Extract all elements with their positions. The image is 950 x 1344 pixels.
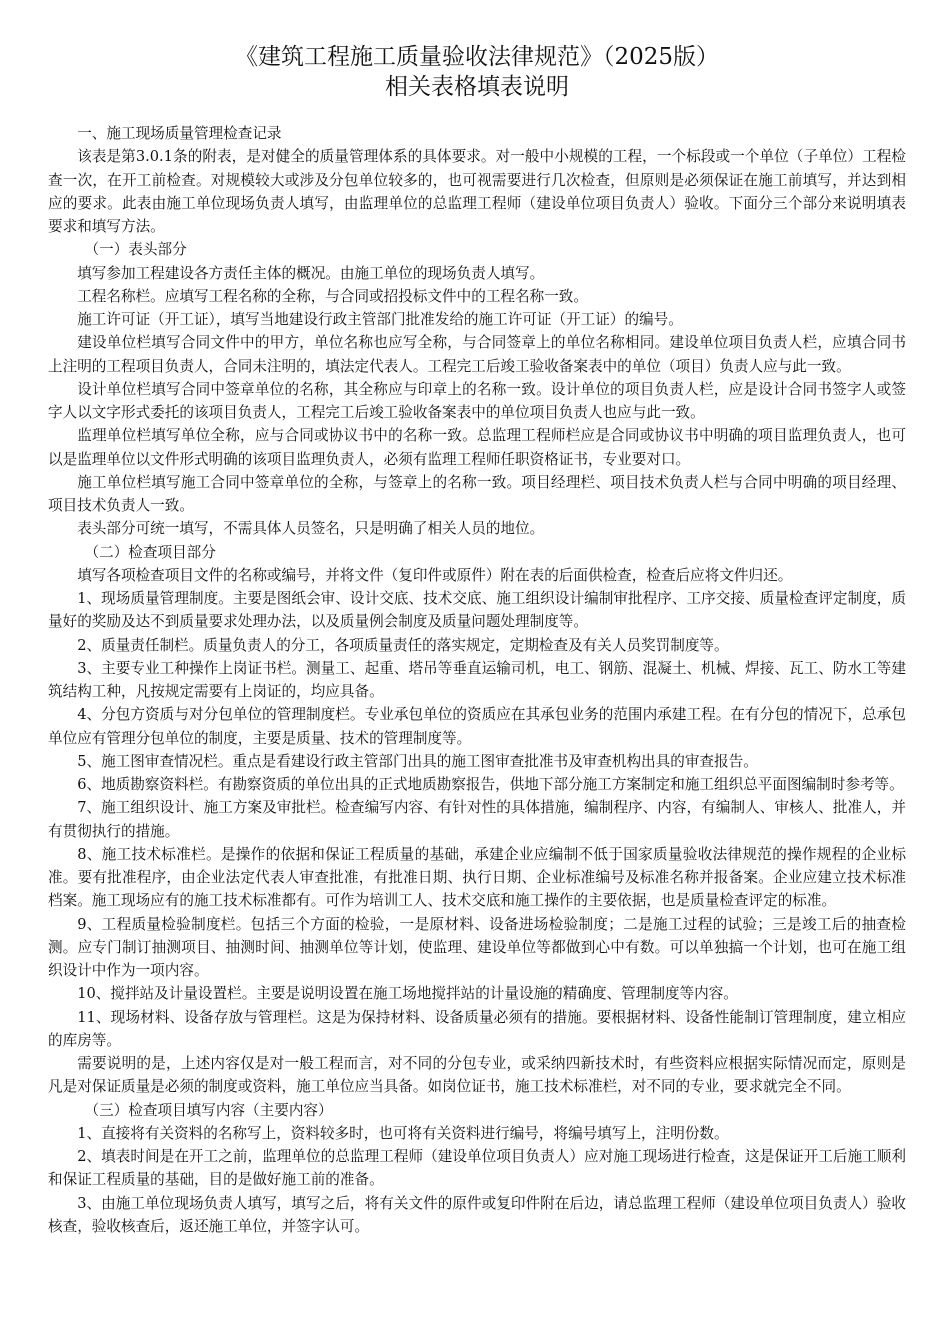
paragraph: 填写各项检查项目文件的名称或编号，并将文件（复印件或原件）附在表的后面供检查，检查后应将文件归还。 (77, 566, 793, 584)
paragraph: 3、主要专业工种操作上岗证书栏。测量工、起重、塔吊等垂直运输司机，电工、钢筋、混凝土、机械、焊接、瓦工、防水工等建筑结构工种，凡按规定需要有上岗证的，均应具备。 (48, 659, 906, 700)
paragraph: 监理单位栏填写单位全称，应与合同或协议书中的名称一致。总监理工程师栏应是合同或协议书中明确的项目监理负责人，也可以是监理单位以文件形式明确的该项目监理负责人，必须有监理工程师任职资格证书，专业要对口。 (48, 427, 906, 468)
subsection-heading: （一）表头部分 (84, 241, 187, 259)
paragraph: 施工许可证（开工证），填写当地建设行政主管部门批准发给的施工许可证（开工证）的编号。 (77, 311, 683, 328)
paragraph: 设计单位栏填写合同中签章单位的名称，其全称应与印章上的名称一致。设计单位的项目负责人栏，应是设计合同书签字人或签字人以文字形式委托的该项目负责人，工程完工后竣工验收备案表中的单位项目负责人也应与此一致。 (48, 380, 906, 421)
paragraph: 需要说明的是，上述内容仅是对一般工程而言，对不同的分包专业，或采纳四新技术时，有些资料应根据实际情况而定，原则是凡是对保证质量是必须的制度或资料，施工单位应当具备。如岗位证书，施工技术标准栏，对不同的专业，要求就完全不同。 (48, 1055, 906, 1096)
paragraph: 1、现场质量管理制度。主要是图纸会审、设计交底、技术交底、施工组织设计编制审批程序、工序交接、质量检查评定制度，质量好的奖励及达不到质量要求处理办法，以及质量例会制度及质量问题处理制度等。 (48, 590, 906, 631)
document-title (48, 42, 906, 102)
paragraph: 3、由施工单位现场负责人填写，填写之后，将有关文件的原件或复印件附在后边，请总监理工程师（建设单位项目负责人）验收核查，验收核查后，返还施工单位，并签字认可。 (48, 1194, 906, 1235)
paragraph: 2、质量责任制栏。质量负责人的分工，各项质量责任的落实规定，定期检查及有关人员奖罚制度等。 (77, 636, 729, 654)
paragraph: 施工单位栏填写施工合同中签章单位的全称，与签章上的名称一致。项目经理栏、项目技术负责人栏与合同中明确的项目经理、项目技术负责人一致。 (48, 473, 906, 514)
paragraph: 4、分包方资质与对分包单位的管理制度栏。专业承包单位的资质应在其承包业务的范围内承建工程。在有分包的情况下，总承包单位应有管理分包单位的制度，主要是质量、技术的管理制度等。 (48, 706, 906, 747)
title-line-2: 相关表格填表说明 (385, 74, 569, 100)
subsection-heading: （三）检查项目填写内容（主要内容） (84, 1101, 333, 1119)
paragraph: 表头部分可统一填写，不需具体人员签名，只是明确了相关人员的地位。 (77, 520, 545, 538)
paragraph: 1、直接将有关资料的名称写上，资料较多时，也可将有关资料进行编号，将编号填写上，注明份数。 (77, 1124, 729, 1142)
paragraph: 5、施工图审查情况栏。重点是看建设行政主管部门出具的施工图审查批准书及审查机构出具的审查报告。 (77, 752, 758, 770)
paragraph: 建设单位栏填写合同文件中的甲方，单位名称也应写全称，与合同签章上的单位名称相同。建设单位项目负责人栏，应填合同书上注明的工程项目负责人，合同未注明的，填法定代表人。工程完工后竣工验收备案表中的单位（项目）负责人应与此一致。 (48, 334, 906, 375)
paragraph: 填写参加工程建设各方责任主体的概况。由施工单位的现场负责人填写。 (77, 264, 545, 282)
section-heading: 一、施工现场质量管理检查记录 (77, 125, 282, 142)
paragraph: 10、搅拌站及计量设置栏。主要是说明设置在施工场地搅拌站的计量设施的精确度、管理制度等内容。 (77, 985, 738, 1003)
paragraph: 该表是第3.0.1条的附表，是对健全的质量管理体系的具体要求。对一般中小规模的工程，一个标段或一个单位（子单位）工程检查一次，在开工前检查。对规模较大或涉及分包单位较多的，也可视需要进行几次检查，但原则是必须保证在施工前填写，并达到相应的要求。此表由施工单位现场负责人填写，由监理单位的总监理工程师（建设单位项目负责人）验收。下面分三个部分来说明填表要求和填写方法。 (48, 148, 906, 235)
paragraph: 11、现场材料、设备存放与管理栏。这是为保持材料、设备质量必须有的措施。要根据材料、设备性能制订管理制度，建立相应的库房等。 (48, 1008, 906, 1049)
paragraph: 6、地质勘察资料栏。有勘察资质的单位出具的正式地质勘察报告，供地下部分施工方案制定和施工组织总平面图编制时参考等。 (77, 776, 904, 793)
paragraph: 7、施工组织设计、施工方案及审批栏。检查编写内容、有针对性的具体措施，编制程序、内容，有编制人、审核人、批准人，并有贯彻执行的措施。 (48, 799, 906, 840)
paragraph: 8、施工技术标准栏。是操作的依据和保证工程质量的基础，承建企业应编制不低于国家质量验收法律规范的操作规程的企业标准。要有批准程序，由企业法定代表人审查批准，有批准日期、执行日期、企业标准编号及标准名称并报备案。企业应建立技术标准档案。施工现场应有的施工技术标准都有。可作为培训工人、技术交底和施工操作的主要依据，也是质量检查评定的标准。 (48, 845, 906, 910)
title-line-1: 《建筑工程施工质量验收法律规范》（2025版） (234, 44, 720, 70)
paragraph: 工程名称栏。应填写工程名称的全称，与合同或招投标文件中的工程名称一致。 (77, 287, 588, 305)
document-body (48, 122, 906, 1238)
paragraph: 9、工程质量检验制度栏。包括三个方面的检验，一是原材料、设备进场检验制度；二是施工过程的试验；三是竣工后的抽查检测。应专门制订抽测项目、抽测时间、抽测单位等计划，使监理、建设单位等都做到心中有数。可以单独搞一个计划，也可在施工组织设计中作为一项内容。 (48, 915, 906, 979)
subsection-heading: （二）检查项目部分 (84, 543, 216, 561)
paragraph: 2、填表时间是在开工之前，监理单位的总监理工程师（建设单位项目负责人）应对施工现场进行检查，这是保证开工后施工顺利和保证工程质量的基础，目的是做好施工前的准备。 (48, 1148, 906, 1189)
